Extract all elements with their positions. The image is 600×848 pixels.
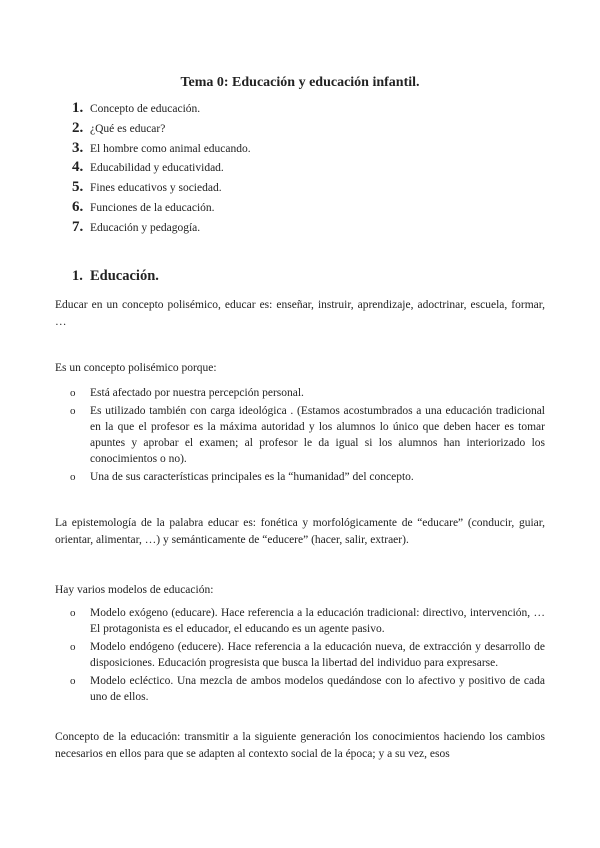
- list-item: [70, 605, 545, 637]
- list-item-text: Modelo endógeno (educere). Hace referencia a la educación nueva, de extracción y desarrollo de disposiciones. Educación progresista que busca la libertad del individuo para expresarse.: [90, 641, 545, 669]
- toc-label: Funciones de la educación.: [90, 201, 215, 214]
- list-item-text: Modelo ecléctico. Una mezcla de ambos modelos quedándose con lo afectivo y positivo de cada uno de ellos.: [90, 675, 545, 703]
- bullet-marker: o: [70, 471, 76, 483]
- bullet-marker: o: [70, 607, 76, 619]
- list-item: [70, 403, 545, 467]
- list-item: [70, 385, 545, 401]
- list-item-text: Modelo exógeno (educare). Hace referencia a la educación tradicional: directivo, intervención, … El protagonista es el educador, el educando es un agente pasivo.: [90, 607, 545, 635]
- toc-label: El hombre como animal educando.: [90, 142, 251, 155]
- list-item: [70, 639, 545, 671]
- list-item-text: Es utilizado también con carga ideológica . (Estamos acostumbrados a una educación tradicional en la que el profesor es la máxima autoridad y los alumnos lo único que deben hacer es tomar apuntes y aprobar el examen; al profesor le da igual si los alumnos han interiorizado los conocimientos o no).: [90, 405, 545, 465]
- toc-item: [72, 100, 532, 120]
- toc-label: Educación y pedagogía.: [90, 221, 201, 234]
- table-of-contents: [72, 100, 532, 239]
- section-title: Educación.: [90, 268, 159, 284]
- toc-item: [72, 120, 532, 140]
- bullet-marker: o: [70, 675, 76, 687]
- toc-item: [72, 219, 532, 239]
- list-item-text: Está afectado por nuestra percepción personal.: [90, 387, 304, 399]
- paragraph-intro-models: Hay varios modelos de educación:: [55, 584, 214, 596]
- toc-item: [72, 179, 532, 199]
- toc-number: 6.: [72, 198, 84, 215]
- toc-number: 2.: [72, 119, 84, 136]
- list-item: [70, 673, 545, 705]
- toc-label: Concepto de educación.: [90, 103, 201, 115]
- paragraph-epistemology: La epistemología de la palabra educar es: fonética y morfológicamente de “educare” (conducir, guiar, orientar, alimentar, …) y semánticamente de “educere” (hacer, salir, extraer).: [55, 517, 545, 546]
- toc-number: 3.: [72, 139, 84, 156]
- bullet-marker: o: [70, 641, 76, 653]
- bullet-list-polysemic: [70, 385, 545, 487]
- toc-item: [72, 199, 532, 219]
- toc-label: Educabilidad y educatividad.: [90, 162, 224, 175]
- bullet-marker: o: [70, 387, 76, 399]
- paragraph-intro-polysemic: Es un concepto polisémico porque:: [55, 362, 217, 374]
- toc-number: 5.: [72, 179, 84, 196]
- page-title: Tema 0: Educación y educación infantil.: [180, 75, 420, 90]
- toc-item: [72, 140, 532, 160]
- section-number: 1.: [72, 268, 83, 284]
- paragraph-definition: Educar en un concepto polisémico, educar es: enseñar, instruir, aprendizaje, adoctrinar, escuela, formar, …: [55, 299, 545, 328]
- bullet-marker: o: [70, 405, 76, 417]
- list-item: [70, 469, 545, 485]
- toc-item: [72, 159, 532, 179]
- paragraph-concept: Concepto de la educación: transmitir a la siguiente generación los conocimientos haciendo los cambios necesarios en ellos para que se adapten al contexto social de la época; y a su vez, esos: [55, 731, 545, 760]
- toc-label: ¿Qué es educar?: [90, 122, 166, 135]
- toc-number: 7.: [72, 218, 84, 235]
- bullet-list-models: [70, 605, 545, 707]
- section-heading: [72, 268, 159, 285]
- toc-number: 4.: [72, 159, 84, 176]
- list-item-text: Una de sus características principales es la “humanidad” del concepto.: [90, 471, 414, 483]
- toc-number: 1.: [72, 100, 84, 116]
- toc-label: Fines educativos y sociedad.: [90, 182, 222, 195]
